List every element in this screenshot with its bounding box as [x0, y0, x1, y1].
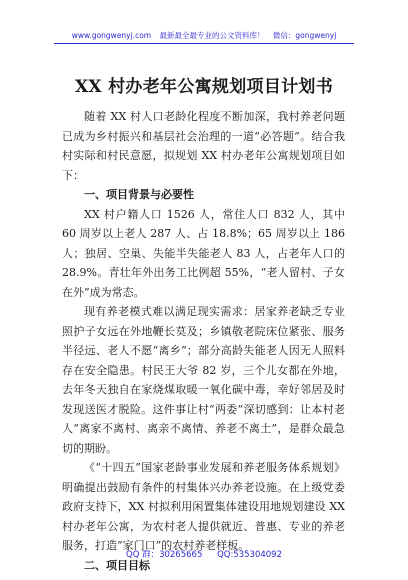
needs-paragraph: 现有养老模式难以满足现实需求：居家养老缺乏专业照护子女远在外地鞭长莫及；乡镇敬老院床位紧张、服务半径远、老人不愿“离乡”；部分高龄失能老人因无人照料存在安全隐患。村民王大爷 82 岁，三个儿女都在外地，去年冬天独自在家烧煤取暖一氧化碳中毒，幸好邻居及时发现送医才脱险。这件事让村“两委”深切感到：让本村老人“离家不离村、离亲不离情、养老不离土”，是群众最急切的期盼。 — [62, 305, 345, 455]
site-url[interactable]: www.gongwenyj.com — [71, 31, 152, 40]
site-slogan: 最新最全最专业的公文资料库！ — [159, 31, 265, 40]
section-heading-goals: 二、项目目标 — [84, 558, 150, 572]
qq-number: QQ:535304092 — [217, 550, 282, 560]
intro-paragraph: 随着 XX 村人口老龄化程度不断加深，我村养老问题已成为乡村振兴和基层社会治理的一道“必答题”。结合我村实际和村民意愿，拟规划 XX 村办老年公寓规划项目如下： — [62, 110, 345, 182]
section-heading-background: 一、项目背景与必要性 — [84, 188, 194, 201]
qq-group: QQ 群：30265665 — [126, 550, 203, 560]
policy-paragraph: 《“十四五”国家老龄事业发展和养老服务体系规划》明确提出鼓励有条件的村集体兴办养老设施。在上级党委政府支持下，XX 村拟利用闲置集体建设用地规划建设 XX 村办老年公寓，为农村老人提供就近、普惠、专业的养老服务，打造“家门口”的农村养老样板。 — [62, 461, 345, 552]
population-paragraph: XX 村户籍人口 1526 人，常住人口 832 人，其中 60 周岁以上老人 287 人、占 18.8%；65 周岁以上 186 人；独居、空巢、失能半失能老人 83 人，占老年人口的 28.9%。青壮年外出务工比例超 55%，“老人留村、子女在外”成为常态。 — [62, 207, 345, 299]
document-body — [62, 107, 345, 575]
contact-footer — [0, 548, 408, 560]
site-header — [0, 30, 408, 41]
wechat-id: 微信：gongwenyj — [272, 31, 337, 40]
document-title: XX 村办老年公寓规划项目计划书 — [74, 77, 334, 97]
header-divider — [54, 43, 354, 44]
